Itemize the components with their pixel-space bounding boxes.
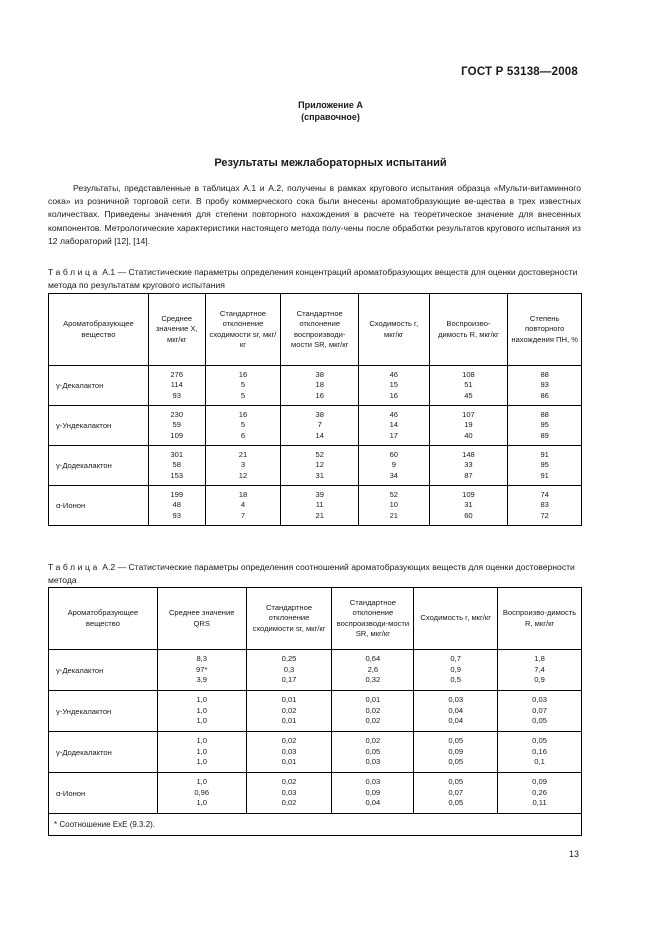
value-cell	[332, 691, 414, 732]
value-cell	[414, 732, 498, 773]
cell-value: 107	[462, 409, 475, 419]
cell-value: 12	[315, 460, 324, 470]
cell-value: 91	[540, 470, 549, 480]
value-cell	[281, 446, 359, 486]
cell-value: 31	[315, 470, 324, 480]
cell-value: 31	[464, 500, 473, 510]
cell-value: 12	[238, 470, 248, 480]
value-cell	[498, 732, 582, 773]
appendix-note: (справочное)	[301, 112, 360, 122]
table2-header-5: Воспроизво-димость R, мкг/кг	[498, 588, 582, 650]
value-cell	[359, 366, 429, 406]
table2-header-1: Среднее значение QRS	[157, 588, 246, 650]
cell-value: 8,3	[196, 654, 207, 664]
table1-header-0: Ароматобразующее вещество	[49, 294, 149, 366]
cell-value: 0,05	[532, 736, 547, 746]
table-row	[49, 446, 582, 486]
value-cell	[148, 366, 205, 406]
cell-value: 93	[540, 380, 549, 390]
value-cell	[414, 650, 498, 691]
cell-value: 9	[391, 460, 396, 470]
cell-value: 48	[172, 500, 181, 510]
cell-value: 0,04	[365, 798, 381, 808]
cell-value: 0,96	[194, 787, 210, 797]
cell-value: 95	[540, 420, 549, 430]
cell-value: 21	[238, 449, 248, 459]
value-cell	[332, 650, 414, 691]
cell-value: 14	[315, 430, 324, 440]
value-cell	[205, 366, 281, 406]
value-cell	[429, 446, 508, 486]
cell-value: 0,64	[365, 654, 381, 664]
cell-value: 1,0	[196, 746, 207, 756]
cell-value: 1,0	[196, 705, 207, 715]
cell-value: 59	[172, 420, 181, 430]
table2-header-3: Стандартное отклонение воспроизводи-мости SR, мкг/кг	[332, 588, 414, 650]
value-cell	[246, 691, 332, 732]
table-row	[49, 650, 582, 691]
cell-value: 52	[389, 489, 399, 499]
cell-value: 0,05	[448, 736, 464, 746]
table-a2	[48, 587, 582, 836]
cell-value: 89	[540, 430, 549, 440]
cell-value: 74	[540, 489, 549, 499]
cell-value: 2,6	[367, 664, 379, 674]
cell-value: 19	[464, 420, 473, 430]
value-cell	[157, 691, 246, 732]
cell-value: 108	[462, 369, 475, 379]
cell-value: 0,03	[281, 746, 297, 756]
table-row	[49, 406, 582, 446]
table1-caption	[48, 266, 581, 292]
value-cell	[205, 406, 281, 446]
cell-value: 0,17	[281, 675, 297, 685]
cell-value: 21	[389, 510, 399, 520]
cell-value: 0,01	[281, 716, 297, 726]
cell-value: 1,8	[534, 654, 545, 664]
value-cell	[205, 486, 281, 526]
cell-value: 83	[540, 500, 549, 510]
cell-value: 0,04	[448, 716, 464, 726]
table2-caption	[48, 561, 581, 587]
cell-value: 0,26	[532, 787, 547, 797]
substance-name: α-Ионон	[49, 486, 149, 526]
substance-name: γ-Додекалактон	[49, 446, 149, 486]
table2-header-2: Стандартное отклонение сходимости sr, мкг/кг	[246, 588, 332, 650]
cell-value: 0,03	[532, 695, 547, 705]
table1-caption-text: А.1 — Статистические параметры определения концентраций ароматобразующих веществ для оценки достоверности метода по результатам кругового испытания	[48, 267, 578, 290]
cell-value: 114	[170, 380, 183, 390]
cell-value: 97*	[196, 664, 208, 674]
cell-value: 45	[464, 390, 473, 400]
cell-value: 0,3	[283, 664, 295, 674]
value-cell	[414, 691, 498, 732]
cell-value: 46	[389, 409, 399, 419]
intro-text: Результаты, представленные в таблицах А.1 и А.2, получены в рамках кругового испытания образца «Мульти-витаминного сока» из розничной торговой сети. В пробу коммерческого сока были внесены ароматобразующие ве-щества в трех известных количествах. Приведены значения для степени повторного нахождения в расчете на теоретическое значение для внесенных компонентов. Метрологические характеристики настоящего метода полу-чены после обработки результатов кругового испытания из 12 лабораторий [12], [14].	[48, 183, 581, 246]
value-cell	[498, 650, 582, 691]
cell-value: 0,01	[281, 757, 297, 767]
cell-value: 1,0	[196, 736, 207, 746]
cell-value: 153	[170, 470, 184, 480]
value-cell	[429, 406, 508, 446]
table1-header-2: Стандартное отклонение сходимости sr, мкг/кг	[205, 294, 281, 366]
cell-value: 0,7	[450, 654, 461, 664]
cell-value: 16	[315, 390, 324, 400]
value-cell	[414, 773, 498, 814]
table1-caption-word: Таблица	[48, 267, 100, 277]
cell-value: 0,1	[534, 757, 545, 767]
cell-value: 0,01	[365, 695, 381, 705]
cell-value: 109	[170, 430, 184, 440]
cell-value: 0,05	[365, 746, 381, 756]
table-row	[49, 773, 582, 814]
cell-value: 93	[172, 390, 181, 400]
value-cell	[157, 773, 246, 814]
substance-name: γ-Ундекалактон	[49, 691, 158, 732]
cell-value: 86	[540, 390, 549, 400]
cell-value: 0,07	[448, 787, 464, 797]
table-row	[49, 486, 582, 526]
cell-value: 3	[240, 460, 246, 470]
value-cell	[508, 406, 582, 446]
cell-value: 0,02	[281, 777, 297, 787]
value-cell	[498, 773, 582, 814]
cell-value: 0,04	[448, 705, 464, 715]
cell-value: 51	[464, 380, 473, 390]
cell-value: 88	[540, 369, 549, 379]
cell-value: 0,02	[365, 736, 381, 746]
value-cell	[281, 486, 359, 526]
table2-footnote: * Соотношение ExE (9.3.2).	[49, 814, 582, 836]
cell-value: 0,09	[532, 777, 547, 787]
cell-value: 3,9	[196, 675, 207, 685]
cell-value: 0,02	[281, 736, 297, 746]
cell-value: 0,03	[365, 757, 381, 767]
cell-value: 95	[540, 460, 549, 470]
table2-header-0: Ароматобразующее вещество	[49, 588, 158, 650]
appendix-title: Приложение А	[298, 100, 363, 110]
cell-value: 230	[170, 409, 184, 419]
value-cell	[498, 691, 582, 732]
cell-value: 0,32	[365, 675, 381, 685]
cell-value: 38	[315, 409, 324, 419]
cell-value: 0,09	[365, 787, 381, 797]
cell-value: 5	[240, 380, 246, 390]
value-cell	[508, 486, 582, 526]
cell-value: 0,05	[532, 716, 547, 726]
substance-name: γ-Декалактон	[49, 650, 158, 691]
table2-caption-word: Таблица	[48, 562, 100, 572]
cell-value: 276	[170, 369, 184, 379]
value-cell	[246, 773, 332, 814]
cell-value: 39	[315, 489, 324, 499]
substance-name: γ-Додекалактон	[49, 732, 158, 773]
cell-value: 1,0	[196, 757, 207, 767]
cell-value: 0,03	[365, 777, 381, 787]
cell-value: 6	[240, 430, 246, 440]
cell-value: 58	[172, 460, 181, 470]
cell-value: 0,01	[281, 695, 297, 705]
page-number: 13	[568, 849, 579, 859]
table1-header-6: Степень повторного нахождения ПН, %	[508, 294, 582, 366]
value-cell	[205, 446, 281, 486]
cell-value: 93	[172, 510, 181, 520]
table-row	[49, 691, 582, 732]
value-cell	[281, 406, 359, 446]
cell-value: 11	[315, 500, 324, 510]
value-cell	[359, 406, 429, 446]
table-a1	[48, 293, 582, 526]
value-cell	[148, 486, 205, 526]
cell-value: 0,02	[365, 716, 381, 726]
value-cell	[332, 773, 414, 814]
value-cell	[148, 406, 205, 446]
value-cell	[429, 366, 508, 406]
cell-value: 0,02	[281, 798, 297, 808]
cell-value: 16	[238, 369, 248, 379]
cell-value: 60	[464, 510, 473, 520]
value-cell	[429, 486, 508, 526]
value-cell	[148, 446, 205, 486]
cell-value: 0,03	[448, 695, 464, 705]
table-row	[49, 366, 582, 406]
cell-value: 52	[315, 449, 324, 459]
cell-value: 14	[389, 420, 399, 430]
cell-value: 16	[238, 409, 248, 419]
cell-value: 5	[240, 420, 246, 430]
substance-name: γ-Декалактон	[49, 366, 149, 406]
cell-value: 60	[389, 449, 399, 459]
cell-value: 4	[240, 500, 246, 510]
document-standard-number: ГОСТ Р 53138—2008	[461, 66, 578, 78]
cell-value: 88	[540, 409, 549, 419]
cell-value: 0,05	[448, 777, 464, 787]
cell-value: 0,5	[450, 675, 461, 685]
value-cell	[246, 650, 332, 691]
table-row	[49, 732, 582, 773]
cell-value: 0,09	[448, 746, 464, 756]
cell-value: 0,02	[281, 705, 297, 715]
cell-value: 87	[464, 470, 473, 480]
cell-value: 7	[240, 510, 246, 520]
value-cell	[359, 446, 429, 486]
cell-value: 5	[240, 390, 246, 400]
table2-header-4: Сходимость r, мкг/кг	[414, 588, 498, 650]
table1-header-1: Среднее значение X, мкг/кг	[148, 294, 205, 366]
substance-name: γ-Ундекалактон	[49, 406, 149, 446]
cell-value: 46	[389, 369, 399, 379]
cell-value: 1,0	[196, 798, 207, 808]
value-cell	[508, 446, 582, 486]
cell-value: 0,16	[532, 746, 547, 756]
cell-value: 16	[389, 390, 399, 400]
cell-value: 10	[389, 500, 399, 510]
cell-value: 7,4	[534, 664, 545, 674]
cell-value: 0,05	[448, 757, 464, 767]
appendix-heading	[0, 99, 661, 123]
cell-value: 0,05	[448, 798, 464, 808]
table1-header-5: Воспроизво-димость R, мкг/кг	[429, 294, 508, 366]
section-title: Результаты межлабораторных испытаний	[214, 157, 447, 169]
cell-value: 17	[389, 430, 399, 440]
cell-value: 199	[170, 489, 184, 499]
cell-value: 109	[462, 489, 475, 499]
cell-value: 33	[464, 460, 473, 470]
cell-value: 21	[315, 510, 324, 520]
value-cell	[157, 650, 246, 691]
table1-header-3: Стандартное отклонение воспроизводи-мости SR, мкг/кг	[281, 294, 359, 366]
cell-value: 301	[170, 449, 184, 459]
value-cell	[281, 366, 359, 406]
cell-value: 7	[317, 420, 322, 430]
cell-value: 1,0	[196, 716, 207, 726]
cell-value: 0,25	[281, 654, 297, 664]
cell-value: 148	[462, 449, 475, 459]
cell-value: 38	[315, 369, 324, 379]
cell-value: 72	[540, 510, 549, 520]
cell-value: 0,03	[281, 787, 297, 797]
cell-value: 34	[389, 470, 399, 480]
value-cell	[332, 732, 414, 773]
cell-value: 0,9	[534, 675, 545, 685]
cell-value: 18	[238, 489, 248, 499]
cell-value: 91	[540, 449, 549, 459]
cell-value: 0,07	[532, 705, 547, 715]
table2-caption-text: А.2 — Статистические параметры определения соотношений ароматобразующих веществ для оценки достоверности метода	[48, 562, 575, 585]
cell-value: 0,02	[365, 705, 381, 715]
cell-value: 0,11	[532, 798, 547, 808]
substance-name: α-Ионон	[49, 773, 158, 814]
cell-value: 1,0	[196, 695, 207, 705]
value-cell	[157, 732, 246, 773]
cell-value: 40	[464, 430, 473, 440]
value-cell	[246, 732, 332, 773]
cell-value: 15	[389, 380, 399, 390]
value-cell	[508, 366, 582, 406]
cell-value: 1,0	[196, 777, 207, 787]
cell-value: 18	[315, 380, 324, 390]
cell-value: 0,9	[450, 664, 461, 674]
intro-paragraph	[48, 182, 581, 248]
table1-header-4: Сходимость r, мкг/кг	[359, 294, 429, 366]
value-cell	[359, 486, 429, 526]
